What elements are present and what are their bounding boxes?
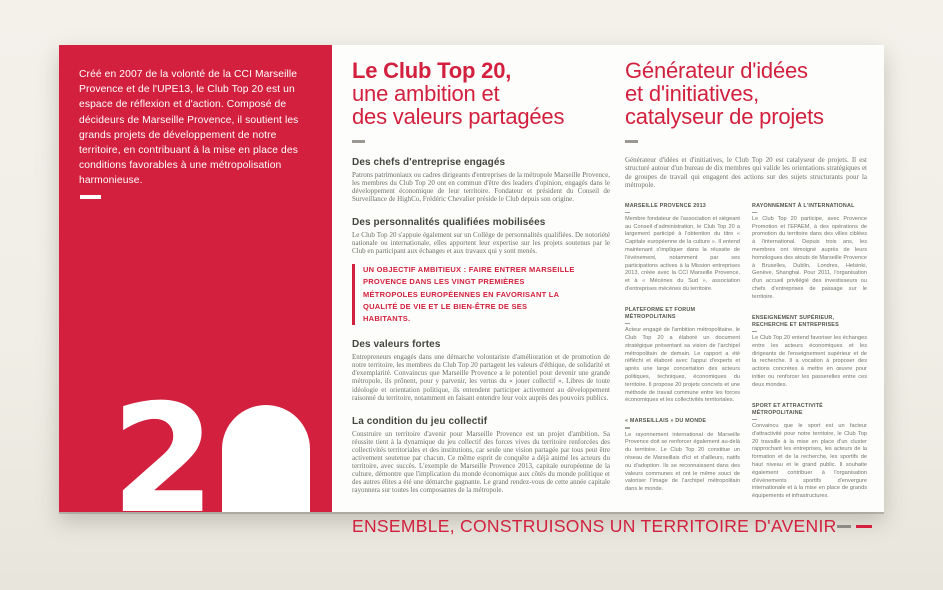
section-body-personnalites: Le Club Top 20 s'appuie également sur un Collège de personnalités qualifiées. De notoriété nationale ou internationale, elles apportent leur expertise sur les projets soutenus par le Club en participant aux échanges et aux travaux qui y sont menés. <box>352 230 610 256</box>
block-enseignement-recherche <box>752 315 867 390</box>
block-heading: MARSEILLE PROVENCE 2013 <box>625 202 706 209</box>
right-title-dash <box>625 140 638 143</box>
footer-dash-gray <box>837 525 851 528</box>
middle-title-line1: Le Club Top 20, <box>352 58 512 83</box>
block-body: Le Club Top 20 participe, avec Provence Promotion et l'EPAEM, à des opérations de promotion du territoire dans des villes ciblées à l'international. Depuis trois ans, les membres ont témoigné auprès de leurs homologues des atouts de Marseille Provence à Bruxelles, Dublin, Londres, Helsinki, Genève, Shanghai. Pour 2011, l'organisation d'un accueil privilégié des investisseurs ou chefs d'entreprises de passage sur le territoire. <box>752 215 867 300</box>
section-body-chefs: Patrons patrimoniaux ou cadres dirigeants d'entreprises de la métropole Marseille Provence, les membres du Club Top 20 ont en commun d'être des leaders d'opinion, engagés dans le développement économique de leur territoire. Fondateur et président du Conseil de Surveillance de HighCo, Frédéric Chevalier préside le Club depuis son origine. <box>352 170 610 203</box>
block-plateforme-forum <box>625 307 740 405</box>
section-heading-personnalites: Des personnalités qualifiées mobilisées <box>352 216 546 228</box>
sidebar-dash <box>80 195 101 199</box>
block-dash <box>752 212 757 213</box>
block-heading: PLATEFORME ET FORUM MÉTROPOLITAINS <box>625 306 696 320</box>
block-heading: « MARSEILLAIS » DU MONDE <box>625 418 707 425</box>
right-column <box>625 59 867 514</box>
right-title-line2: et d'initiatives, <box>625 81 760 106</box>
block-body: Convaincu que le sport est un facteur d'attractivité pour notre territoire, le Club Top 20 travaille à la mise en place d'un cluster rapprochant les entreprises, les acteurs de la formation et de la recherche, les sportifs de haut niveau et le grand public. Il souhaite également contribuer à l'organisation d'événements sportifs d'envergure internationale et à la mise en place de grands équipements et infrastructures. <box>752 423 867 500</box>
block-sport-attractivite <box>752 403 867 501</box>
section-body-jeu-collectif: Construire un territoire d'avenir pour Marseille Provence est un projet d'ambition. Sa réussite tient à la dynamique du jeu collectif des forces vives du territoire renforcées des collectivités territoriales et des institutions, car seule une vision partagée par tous peut être activement soutenue par chacun. Ce même esprit de conquête a déjà animé les acteurs du territoire, avec succès. L'exemple de Marseille Provence 2013, capitale européenne de la culture, démontre que l'implication du monde économique aux côtés du monde politique et des autres élites a été une démarche gagnante. Le grand rendez-vous de cette année capitale rayonnera sur toutes les composantes de la métropole. <box>352 429 610 495</box>
block-body: Le Club Top 20 entend favoriser les échanges entre les acteurs économiques et les dirigeants de l'enseignement supérieur et de la recherche. Il a vocation à proposer des actions concrètes à mettre en œuvre pour initier ou renforcer les passerelles entre ces deux mondes. <box>752 335 867 388</box>
block-heading: RAYONNEMENT À L'INTERNATIONAL <box>752 202 855 209</box>
block-dash <box>625 323 630 324</box>
brochure-page <box>59 45 884 536</box>
block-marseillais-du-monde <box>625 418 740 494</box>
sidebar-intro-text: Créé en 2007 de la volonté de la CCI Marseille Provence et de l'UPE13, le Club Top 20 est un espace de réflexion et d'action. Composé de décideurs de Marseille Provence, il soutient les grands projets de développement de notre territoire, en contribuant à la mise en place des conditions favorables à une métropolisation harmonieuse. <box>79 69 299 187</box>
right-subcolumn-1 <box>625 203 740 514</box>
section-heading-jeu-collectif: La condition du jeu collectif <box>352 415 488 427</box>
big-number-digit-2: 2 <box>111 373 216 512</box>
block-marseille-provence-2013 <box>625 203 740 294</box>
right-subcolumn-2 <box>752 203 867 514</box>
section-body-valeurs: Entrepreneurs engagés dans une démarche volontariste d'amélioration et de promotion de notre territoire, les membres du Club Top 20 partagent les valeurs d'éthique, de solidarité et d'exemplarité. Convaincus que Marseille Provence a le potentiel pour devenir une grande métropole, ils prônent, pour y parvenir, les vertus du « jouer collectif ». Libres de toute idéologie et orientation politique, ils entendent participer activement au développement raisonné du territoire, notamment en faisant entendre leur voix auprès des pouvoirs publics. <box>352 353 610 402</box>
right-intro-text: Générateur d'idées et d'initiatives, le Club Top 20 est catalyseur de projets. Il est structuré autour d'un bureau de dix membres qui valide les orientations stratégiques et de groupes de travail qui engagent des actions sur des sujets structurants pour la métropole. <box>625 155 867 189</box>
middle-title-line3: des valeurs partagées <box>352 104 565 129</box>
block-dash <box>625 427 630 428</box>
middle-title-line2: une ambition et <box>352 81 500 106</box>
right-title <box>625 59 867 128</box>
block-heading: SPORT ET ATTRACTIVITÉ MÉTROPOLITAINE <box>752 402 823 416</box>
big-number-digit-0-shape <box>222 405 310 512</box>
section-heading-chefs: Des chefs d'entreprise engagés <box>352 156 506 168</box>
block-heading: ENSEIGNEMENT SUPÉRIEUR, RECHERCHE ET ENTREPRISES <box>752 314 839 328</box>
block-body: Le rayonnement international de Marseille Provence doit se renforcer également au-delà du territoire. Le Club Top 20 constitue un réseau de Marseillais d'ici et d'ailleurs, natifs ou d'adoption. Ils se reconnaissent dans des valeurs communes et ont le même souci de valoriser l'image de l'archipel métropolitain dans le monde. <box>625 431 740 493</box>
footer-dash-red <box>856 525 872 528</box>
footer-slogan: ENSEMBLE, CONSTRUISONS UN TERRITOIRE D'AVENIR <box>352 516 837 536</box>
red-sidebar-panel <box>59 45 332 512</box>
right-title-line1: Générateur d'idées <box>625 58 808 83</box>
right-subcolumns <box>625 203 867 514</box>
footer <box>352 516 867 537</box>
block-dash <box>752 419 757 420</box>
block-dash <box>752 331 757 332</box>
middle-column <box>352 59 610 494</box>
right-title-line3: catalyseur de projets <box>625 104 824 129</box>
section-heading-valeurs: Des valeurs fortes <box>352 339 441 351</box>
block-body: Acteur engagé de l'ambition métropolitaine, le Club Top 20 a élaboré un document stratégique présentant sa vision de l'archipel métropolitain de demain. Le rapport a été réfléchi et élaboré avec l'appui d'experts et après une large concertation des acteurs politiques, techniques, économiques du territoire. Il propose 20 projets concrets et une méthode de travail commune entre les forces économiques et les collectivités territoriales. <box>625 327 740 404</box>
objective-callout: UN OBJECTIF AMBITIEUX : FAIRE ENTRER MARSEILLE PROVENCE DANS LES VINGT PREMIÈRES MÉTROPOLES EUROPÉENNES EN FAVORISANT LA QUALITÉ DE VIE ET LE BIEN-ÊTRE DE SES HABITANTS. <box>352 264 575 325</box>
block-body: Membre fondateur de l'association et siégeant au Conseil d'administration, le Club Top 20 a largement participé à l'obtention du titre « Capitale européenne de la culture ». Il entend maintenant s'impliquer dans la réussite de l'événement, notamment par ses participations actives à la Mission entreprises 2013, créée avec la CCI Marseille Provence, et à « Mécènes du Sud », association d'entreprises mécènes du territoire. <box>625 215 740 293</box>
middle-title <box>352 59 610 128</box>
block-dash <box>625 212 630 213</box>
middle-title-dash <box>352 140 365 143</box>
block-rayonnement-international <box>752 203 867 302</box>
footer-dashes <box>837 525 872 528</box>
